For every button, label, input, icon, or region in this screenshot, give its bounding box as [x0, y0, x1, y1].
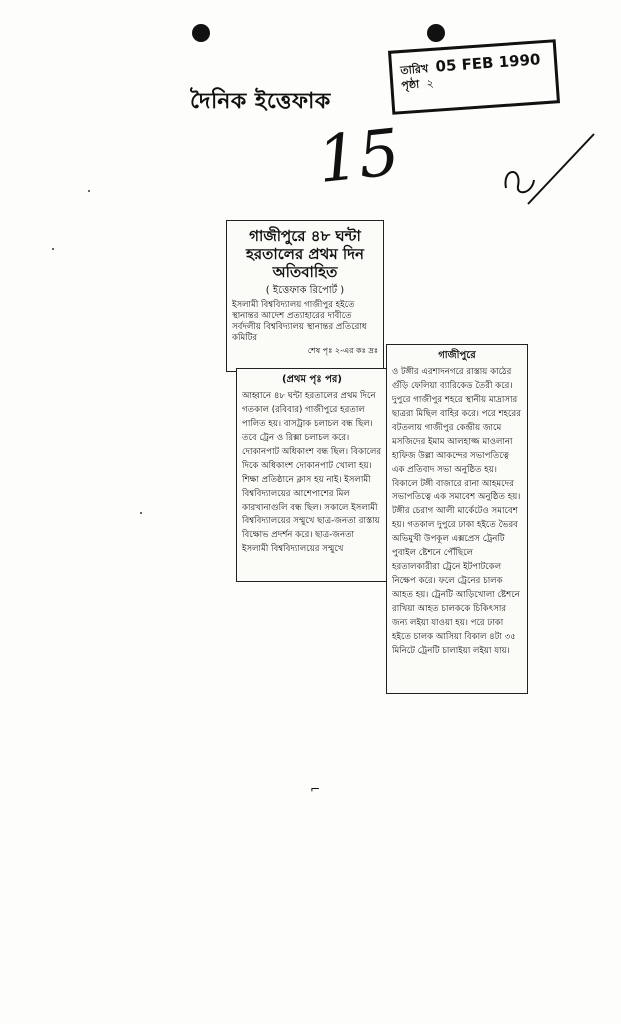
date-stamp: [388, 39, 560, 115]
stamp-page-label: পৃষ্ঠা: [400, 78, 420, 93]
article-byline: ( ইত্তেফাক রিপোর্ট ): [265, 285, 345, 296]
punch-hole-left: [192, 24, 210, 42]
pencil-mark-icon: ⌐: [310, 782, 321, 796]
dust-speck: [140, 512, 142, 514]
right-column-head: গাজীপুরে: [438, 350, 476, 361]
stamp-page-value: ২: [426, 77, 435, 91]
left-column-text: আহ্বানে ৪৮ ঘন্টা হরতালের প্রথম দিনে গতকাল (রবিবার) গাজীপুরে হরতাল পালিত হয়। বাসট্রাক চলাচল বন্ধ ছিল। তবে ট্রেন ও রিক্সা চলাচল করে। দোকানপাট অধিকাংশ বন্ধ ছিল। বিকালের দিকে অধিকাংশ দোকানপাট খোলা হয়। শিক্ষা প্রতিষ্ঠানে ক্লাস হয় নাই। ইসলামী বিশ্ববিদ্যালয়ের আশেপাশের মিল কারখানাগুলি বন্ধ ছিল। সকালে ইসলামী বিশ্ববিদ্যালয়ের সম্মুখে ছাত্র-জনতা রাস্তায় বিক্ষোভ প্রদর্শন করে। ছাত্র-জনতা ইসলামী বিশ্ববিদ্যালয়ের সম্মুখে: [242, 391, 382, 555]
handwritten-scribble-icon: [498, 128, 598, 208]
dust-speck: [52, 248, 54, 250]
newspaper-masthead: দৈনিক ইত্তেফাক: [190, 89, 331, 114]
article-clipping-left-column: [236, 368, 388, 582]
article-headline: গাজীপুরে ৪৮ ঘন্টা হরতালের প্রথম দিন অতিবাহিত: [246, 227, 364, 281]
handwritten-number: 15: [314, 115, 404, 199]
punch-hole-right: [427, 24, 445, 42]
right-column-text: ও টঙ্গীর এরশাদনগরে রাস্তায় কাঠের গুঁড়ি ফেলিয়া ব্যারিকেড তৈরী করে। দুপুরে গাজীপুর শহরে স্থানীয় মাদ্রাসার ছাত্ররা মিছিল বাহির করে। পরে শহরের বটতলায় গাজীপুর কেন্দ্রীয় জামে মসজিদের ইমাম আলহাজ্জ মাওলানা হাফিজ উল্লা আকন্দের সভাপতিত্বে এক প্রতিবাদ সভা অনুষ্ঠিত হয়। বিকালে টঙ্গী বাজারে রানা আহমদের সভাপতিত্বে এক সমাবেশ অনুষ্ঠিত হয়। টঙ্গীর চেরাগ আলী মার্কেটেও সমাবেশ হয়। গতকাল দুপুরে ঢাকা হইতে ভৈরব অভিমুখী উপকূল এক্সপ্রেস ট্রেনটি পুবাইল ষ্টেশনে পৌঁছিলে হরতালকারীরা ট্রেনে ইটপাটকেল নিক্ষেপ করে। ফলে ট্রেনের চালক আহত হয়। ট্রেনটি আড়িখোলা ষ্টেশনে রাখিয়া আহত চালককে চিকিৎসার জন্য লইয়া যাওয়া হয়। পরে ঢাকা হইতে চালক আসিয়া বিকাল ৪টা ৩৫ মিনিটে ট্রেনটি চালাইয়া লইয়া যায়।: [392, 367, 521, 656]
left-column-head: (প্রথম পৃঃ পর): [281, 374, 342, 385]
stamp-date: 05 FEB 1990: [434, 50, 541, 76]
dust-speck: [88, 190, 90, 192]
article-clipping-top: [226, 220, 384, 372]
article-lead: ইসলামী বিশ্ববিদ্যালয় গাজীপুর হইতে স্থানান্তর আদেশ প্রত্যাহারের দাবীতে সর্বদলীয় বিশ্ববিদ্যালয় স্থানান্তর প্রতিরোধ কমিটির: [232, 299, 367, 343]
article-continued-note: শেষ পৃঃ ২-এর কঃ দ্রঃ: [307, 345, 378, 355]
stamp-date-label: তারিখ: [399, 62, 429, 78]
article-clipping-right-column: [386, 344, 528, 694]
